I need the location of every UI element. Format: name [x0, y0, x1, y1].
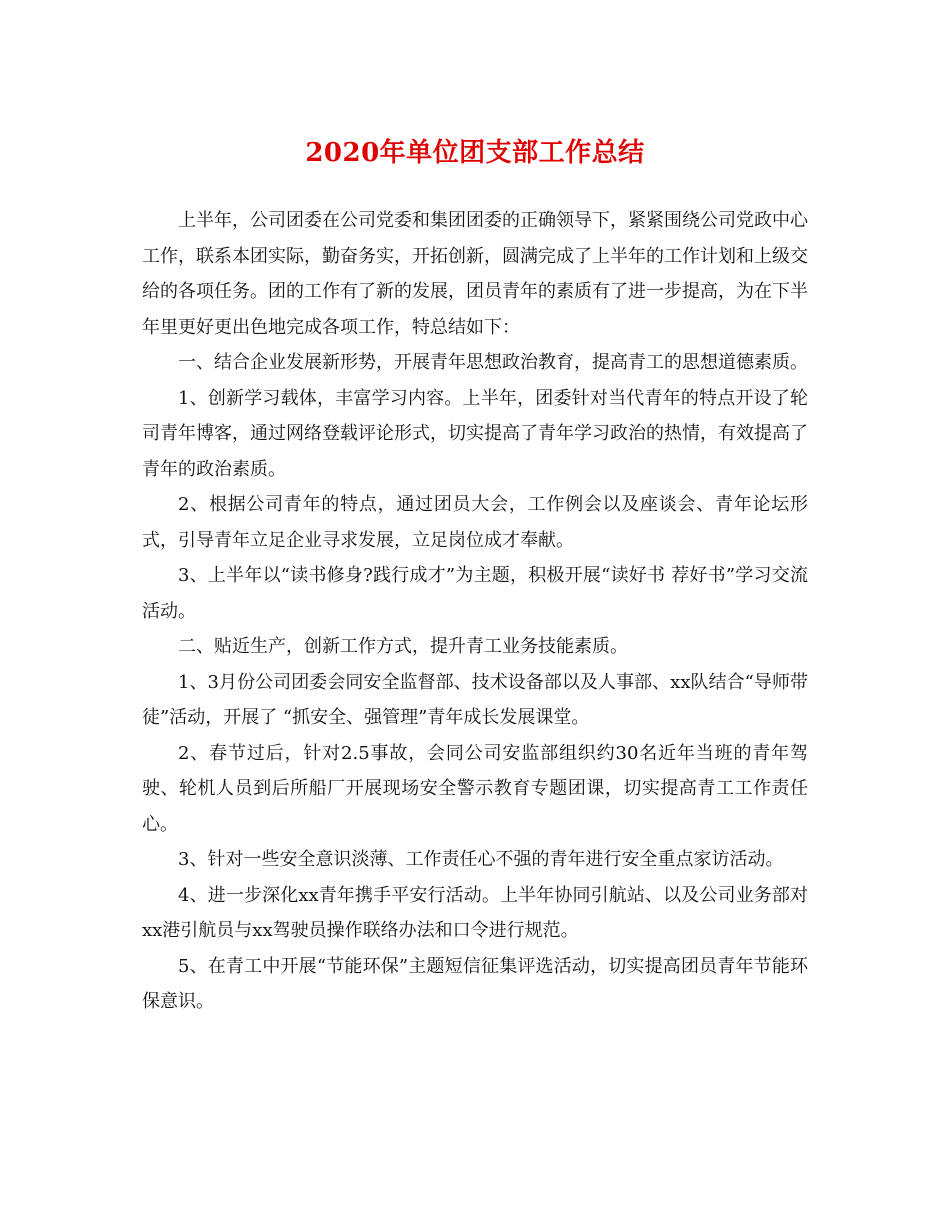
paragraph: 1、创新学习载体，丰富学习内容。上半年，团委针对当代青年的特点开设了轮司青年博客，通过网络登载评论形式，切实提高了青年学习政治的热情，有效提高了青年的政治素质。 — [142, 387, 808, 480]
paragraph: 一、结合企业发展新形势，开展青年思想政治教育，提高青工的思想道德素质。 — [178, 352, 808, 373]
paragraph: 4、进一步深化xx青年携手平安行活动。上半年协同引航站、以及公司业务部对xx港引航员与xx驾驶员操作联络办法和口令进行规范。 — [142, 884, 808, 941]
paragraph: 1、3月份公司团委会同安全监督部、技术设备部以及人事部、xx队结合“导师带徒”活动，开展了 “抓安全、强管理”青年成长发展课堂。 — [142, 671, 808, 728]
paragraph: 3、上半年以“读书修身?践行成才”为主题，积极开展“读好书 荐好书”学习交流活动。 — [142, 565, 808, 622]
paragraph: 2、春节过后，针对2.5事故，会同公司安监部组织约30名近年当班的青年驾驶、轮机人员到后所船厂开展现场安全警示教育专题团课，切实提高青工工作责任心。 — [142, 742, 808, 835]
paragraph: 上半年，公司团委在公司党委和集团团委的正确领导下，紧紧围绕公司党政中心工作，联系本团实际，勤奋务实，开拓创新，圆满完成了上半年的工作计划和上级交给的各项任务。团的工作有了新的发展，团员青年的素质有了进一步提高，为在下半年里更好更出色地完成各项工作，特总结如下： — [142, 210, 808, 338]
document-title: 2020年单位团支部工作总结 — [305, 138, 645, 168]
document-body — [142, 203, 808, 1020]
paragraph: 二、贴近生产，创新工作方式，提升青工业务技能素质。 — [178, 636, 628, 657]
paragraph: 2、根据公司青年的特点，通过团员大会，工作例会以及座谈会、青年论坛形式，引导青年立足企业寻求发展，立足岗位成才奉献。 — [142, 494, 808, 551]
paragraph: 3、针对一些安全意识淡薄、工作责任心不强的青年进行安全重点家访活动。 — [178, 849, 784, 870]
paragraph: 5、在青工中开展“节能环保”主题短信征集评选活动，切实提高团员青年节能环保意识。 — [142, 955, 808, 1012]
